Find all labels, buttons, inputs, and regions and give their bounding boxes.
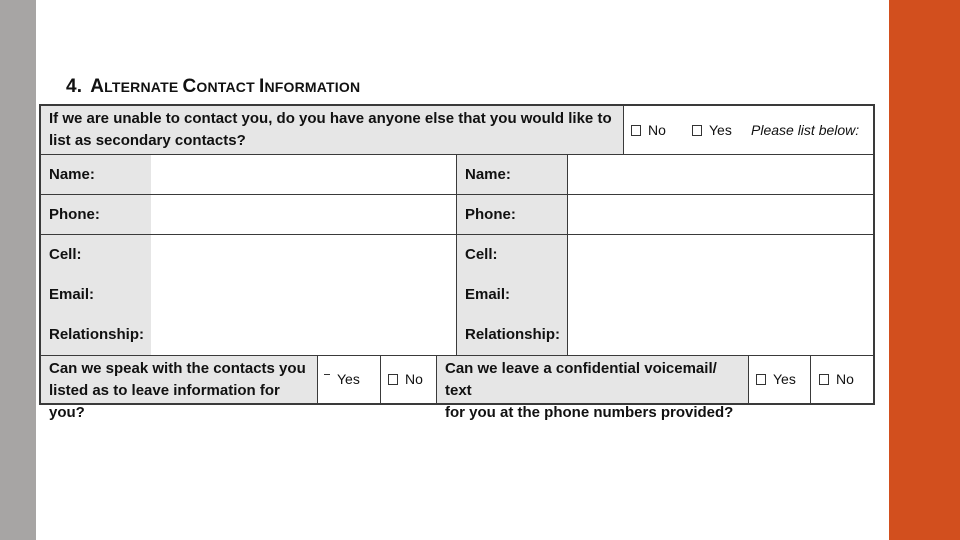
option-label: Yes [709, 122, 732, 138]
divider [810, 355, 811, 403]
divider [41, 194, 873, 195]
speak-no-option[interactable] [388, 371, 423, 387]
question-line: If we are unable to contact you, do you have anyone else that you would like to [49, 110, 612, 127]
checkbox-no[interactable] [631, 125, 641, 136]
title-part: C [182, 76, 197, 97]
contact1-email-label: Email: [41, 275, 151, 315]
contact2-details-field[interactable] [568, 235, 873, 355]
contact1-name-label: Name: [41, 155, 151, 194]
option-label: Yes [337, 371, 360, 387]
option-label: No [648, 122, 666, 138]
contact1-cell-field[interactable] [151, 235, 456, 275]
secondary-yes-option[interactable] [692, 122, 732, 138]
contact1-phone-label: Phone: [41, 195, 151, 234]
contact2-name-field[interactable] [568, 155, 873, 194]
secondary-no-option[interactable] [631, 122, 666, 138]
section-number: 4. [66, 76, 83, 97]
right-accent-bar [889, 0, 960, 540]
divider [380, 355, 381, 403]
title-part: NFORMATION [264, 79, 361, 95]
title-part: I [258, 76, 265, 97]
contact1-relationship-label: Relationship: [41, 315, 151, 355]
speak-with-contacts-question [41, 356, 317, 421]
contact1-relationship-field[interactable] [151, 315, 456, 355]
checkbox-no[interactable] [388, 374, 398, 385]
divider [41, 234, 873, 235]
checkbox-no[interactable] [819, 374, 829, 385]
option-label: No [405, 371, 423, 387]
voicemail-question [437, 356, 748, 421]
option-label: Yes [773, 371, 796, 387]
question-line: Can we speak with the contacts you [49, 360, 306, 377]
section-title [66, 76, 360, 98]
checkbox-yes[interactable] [324, 374, 330, 375]
contact2-phone-label: Phone: [457, 195, 567, 234]
title-part: A [90, 76, 105, 97]
alternate-contact-form [39, 104, 875, 421]
checkbox-yes[interactable] [692, 125, 702, 136]
contact2-email-label: Email: [457, 275, 567, 315]
contact1-email-field[interactable] [151, 275, 456, 315]
divider [317, 355, 318, 403]
question-line: listed as to leave information for you? [49, 382, 280, 421]
question-line: Can we leave a confidential voicemail/ text [445, 360, 717, 399]
checkbox-yes[interactable] [756, 374, 766, 385]
question-line: list as secondary contacts? [49, 132, 246, 149]
title-part: LTERNATE [104, 79, 183, 95]
contact2-phone-field[interactable] [568, 195, 873, 234]
speak-yes-option[interactable] [324, 371, 360, 387]
please-list-note: Please list below: [751, 122, 860, 138]
title-part: ONTACT [196, 79, 259, 95]
divider [748, 355, 749, 403]
contact2-relationship-label: Relationship: [457, 315, 567, 355]
contact1-phone-field[interactable] [151, 195, 456, 234]
contact2-name-label: Name: [457, 155, 567, 194]
voicemail-yes-option[interactable] [756, 371, 796, 387]
option-label: No [836, 371, 854, 387]
contact1-cell-label: Cell: [41, 235, 151, 275]
divider [623, 106, 624, 154]
left-accent-bar [0, 0, 36, 540]
voicemail-no-option[interactable] [819, 371, 854, 387]
contact2-cell-label: Cell: [457, 235, 567, 275]
contact1-name-field[interactable] [151, 155, 456, 194]
secondary-contacts-question [41, 106, 623, 154]
question-line: for you at the phone numbers provided? [445, 404, 734, 421]
